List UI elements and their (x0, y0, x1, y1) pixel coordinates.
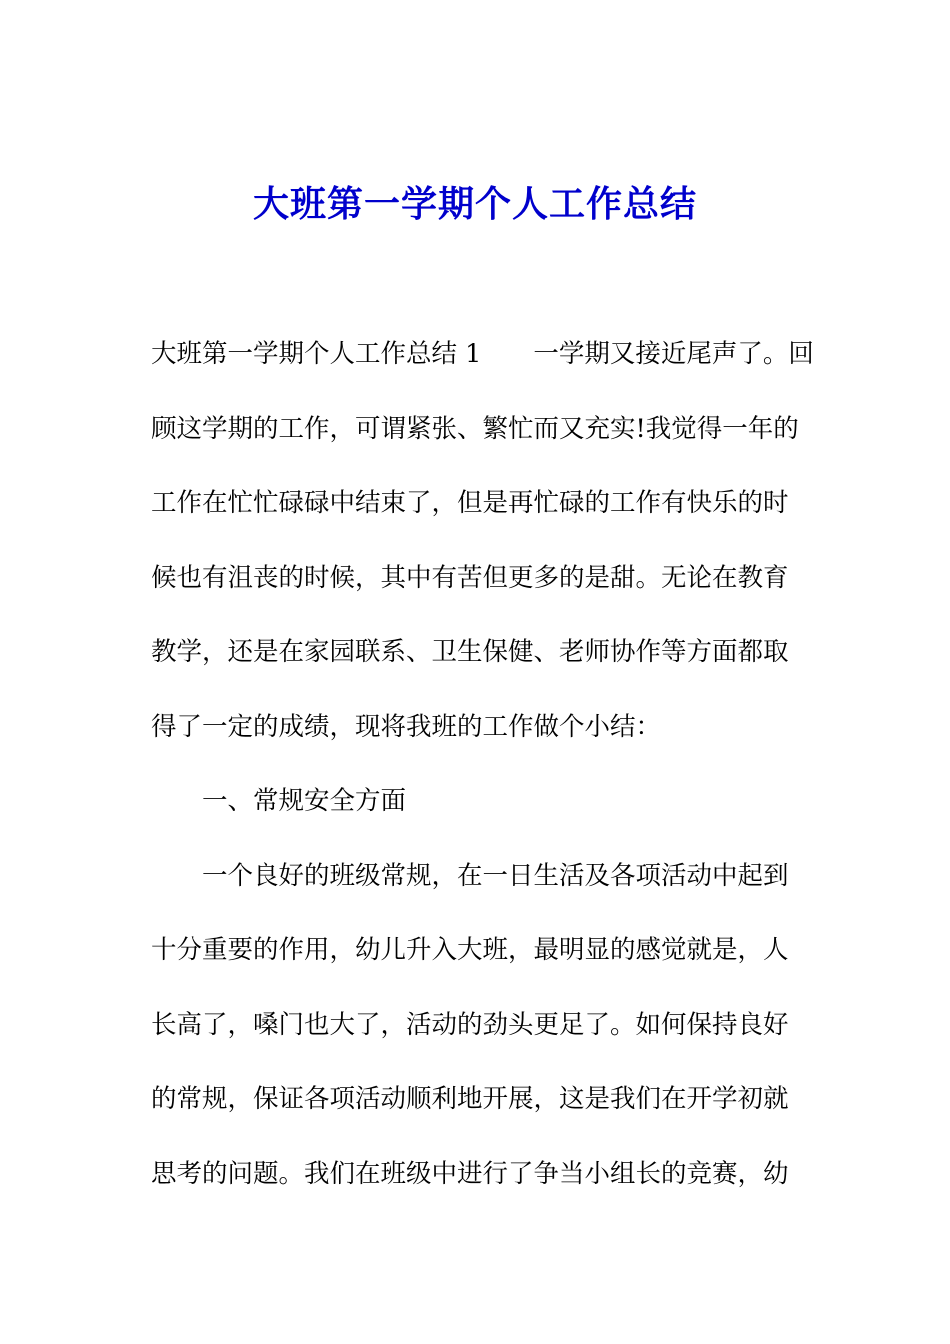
paragraph-line: 十分重要的作用，幼儿升入大班，最明显的感觉就是，人 (151, 935, 789, 965)
paragraph-line: 的常规，保证各项活动顺利地开展，这是我们在开学初就 (151, 1084, 789, 1114)
paragraph-line: 工作在忙忙碌碌中结束了，但是再忙碌的工作有快乐的时 (151, 488, 789, 518)
section-heading: 一、常规安全方面 (202, 786, 407, 816)
paragraph-line: 思考的问题。我们在班级中进行了争当小组长的竞赛，幼 (151, 1158, 789, 1189)
paragraph-line (151, 330, 814, 405)
paragraph-line: 顾这学期的工作，可谓紧张、繁忙而又充实!我觉得一年的 (151, 413, 799, 444)
paragraph-line: 长高了，嗓门也大了，活动的劲头更足了。如何保持良好 (151, 1009, 789, 1040)
document-title: 大班第一学期个人工作总结 (252, 183, 697, 225)
paragraph-line: 得了一定的成绩，现将我班的工作做个小结： (151, 711, 662, 742)
paragraph-start: 一学期又接近尾声了。回 (533, 339, 814, 369)
paragraph-line: 一个良好的班级常规，在一日生活及各项活动中起到 (202, 860, 789, 891)
document-body (151, 330, 814, 1224)
section-heading-inline: 大班第一学期个人工作总结 1 (151, 339, 482, 369)
paragraph-line: 候也有沮丧的时候，其中有苦但更多的是甜。无论在教育 (151, 562, 789, 593)
paragraph-line: 教学，还是在家园联系、卫生保健、老师协作等方面都取 (151, 637, 789, 667)
